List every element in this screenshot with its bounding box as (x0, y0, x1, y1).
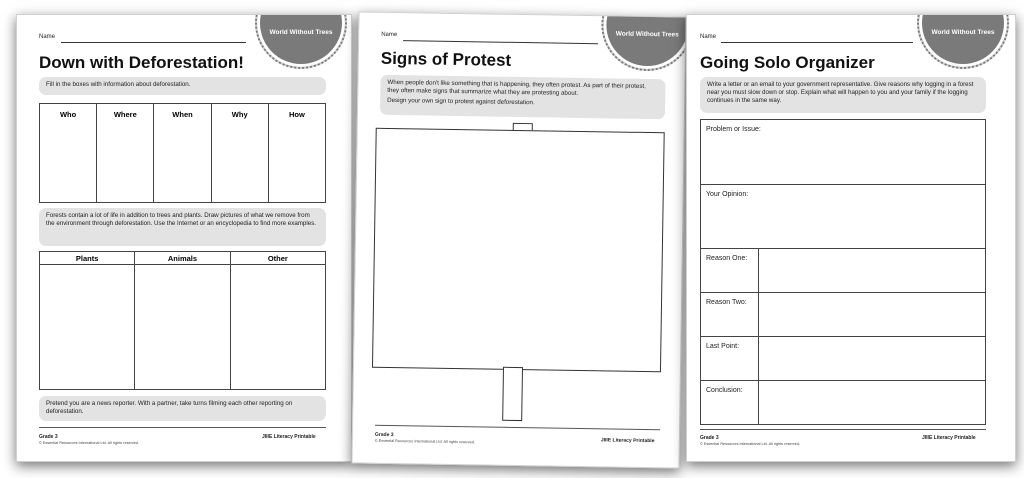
name-label: Name (381, 31, 398, 39)
badge-circle (601, 11, 687, 71)
worksheet-signs-of-protest (351, 11, 686, 468)
row-conclusion-label: Conclusion: (706, 387, 743, 394)
footer-rule (375, 425, 660, 430)
column-animals-label: Animals (135, 254, 229, 265)
row-reason-two-label: Reason Two: (706, 299, 747, 306)
column-plants-label: Plants (40, 254, 134, 265)
instruction-text: When people don't like something that is happening, they often protest. As part of their protest, they often make signs that summarize what they are protesting about. (387, 78, 646, 98)
footer-series: JIIIE Literacy Printable (600, 437, 655, 445)
instruction-box: Write a letter or an email to your government representative. Give reasons why logging in a forest near you must slow down or stop. Explain what will happen to you and your family if the logging continues in the same way. (700, 77, 986, 113)
row-reason-one (701, 248, 985, 292)
organizer-table (700, 119, 986, 425)
badge-text: World Without Trees (931, 29, 995, 36)
footer-grade: Grade 3 (700, 435, 719, 441)
name-line (721, 42, 913, 43)
row-reason-two (701, 292, 985, 336)
column-other (230, 252, 325, 389)
footer-grade: Grade 3 (374, 431, 394, 439)
row-reason-one-label: Reason One: (706, 255, 748, 262)
name-label: Name (700, 34, 717, 40)
footer-series: JIIIE Literacy Printable (922, 435, 976, 441)
column-why: Why (211, 104, 268, 202)
drawing-table (39, 251, 326, 390)
footer-copyright: © Essential Resources International Ltd. All rights reserved. (700, 442, 801, 446)
row-opinion (701, 184, 985, 248)
row-divider (758, 337, 759, 380)
page-title: Down with Deforestation! (39, 53, 244, 72)
row-divider (758, 249, 759, 292)
instruction-box: Fill in the boxes with information about deforestation. (39, 77, 326, 95)
row-problem-label: Problem or Issue: (706, 126, 761, 133)
worksheet-going-solo (686, 14, 1016, 462)
row-divider (758, 381, 759, 424)
row-last-point-label: Last Point: (706, 343, 740, 350)
badge-text: World Without Trees (269, 29, 333, 36)
instruction-text-2: Design your own sign to protest against deforestation. (387, 97, 535, 107)
column-animals (134, 252, 229, 389)
footer-grade: Grade 3 (39, 434, 58, 440)
column-when: When (153, 104, 210, 202)
column-who: Who (59, 110, 77, 119)
worksheet-deforestation (16, 14, 352, 462)
footer-series: JIIIE Literacy Printable (262, 434, 316, 440)
name-line (403, 40, 598, 44)
name-label: Name (39, 34, 56, 40)
column-where: Where (96, 104, 153, 202)
instruction-box (380, 75, 666, 119)
footer-copyright: © Essential Resources International Ltd. All rights reserved. (374, 438, 475, 445)
protest-sign-board (372, 128, 665, 373)
footer-rule (39, 427, 326, 428)
footer-rule (700, 429, 986, 430)
row-problem (701, 120, 985, 184)
info-table (39, 103, 326, 203)
footer-copyright: © Essential Resources International Ltd. All rights reserved. (39, 441, 140, 445)
page-title: Going Solo Organizer (700, 53, 875, 72)
row-last-point (701, 336, 985, 380)
column-plants (40, 252, 134, 389)
row-opinion-label: Your Opinion: (706, 191, 749, 198)
row-divider (758, 293, 759, 336)
sign-post (502, 367, 523, 421)
badge-circle (917, 14, 1009, 69)
column-how: How (268, 104, 325, 202)
badge-circle (255, 14, 347, 69)
name-line (61, 42, 246, 43)
instruction-box-2: Forests contain a lot of life in addition to trees and plants. Draw pictures of what we remove from the environment through deforestation. Use the Internet or an encyclopedia to find more examples. (39, 208, 326, 246)
row-conclusion (701, 380, 985, 424)
instruction-box-3: Pretend you are a news reporter. With a partner, take turns filming each other reporting on deforestation. (39, 396, 326, 421)
page-title: Signs of Protest (380, 48, 512, 70)
badge-text: World Without Trees (615, 30, 679, 39)
column-other-label: Other (231, 254, 325, 265)
